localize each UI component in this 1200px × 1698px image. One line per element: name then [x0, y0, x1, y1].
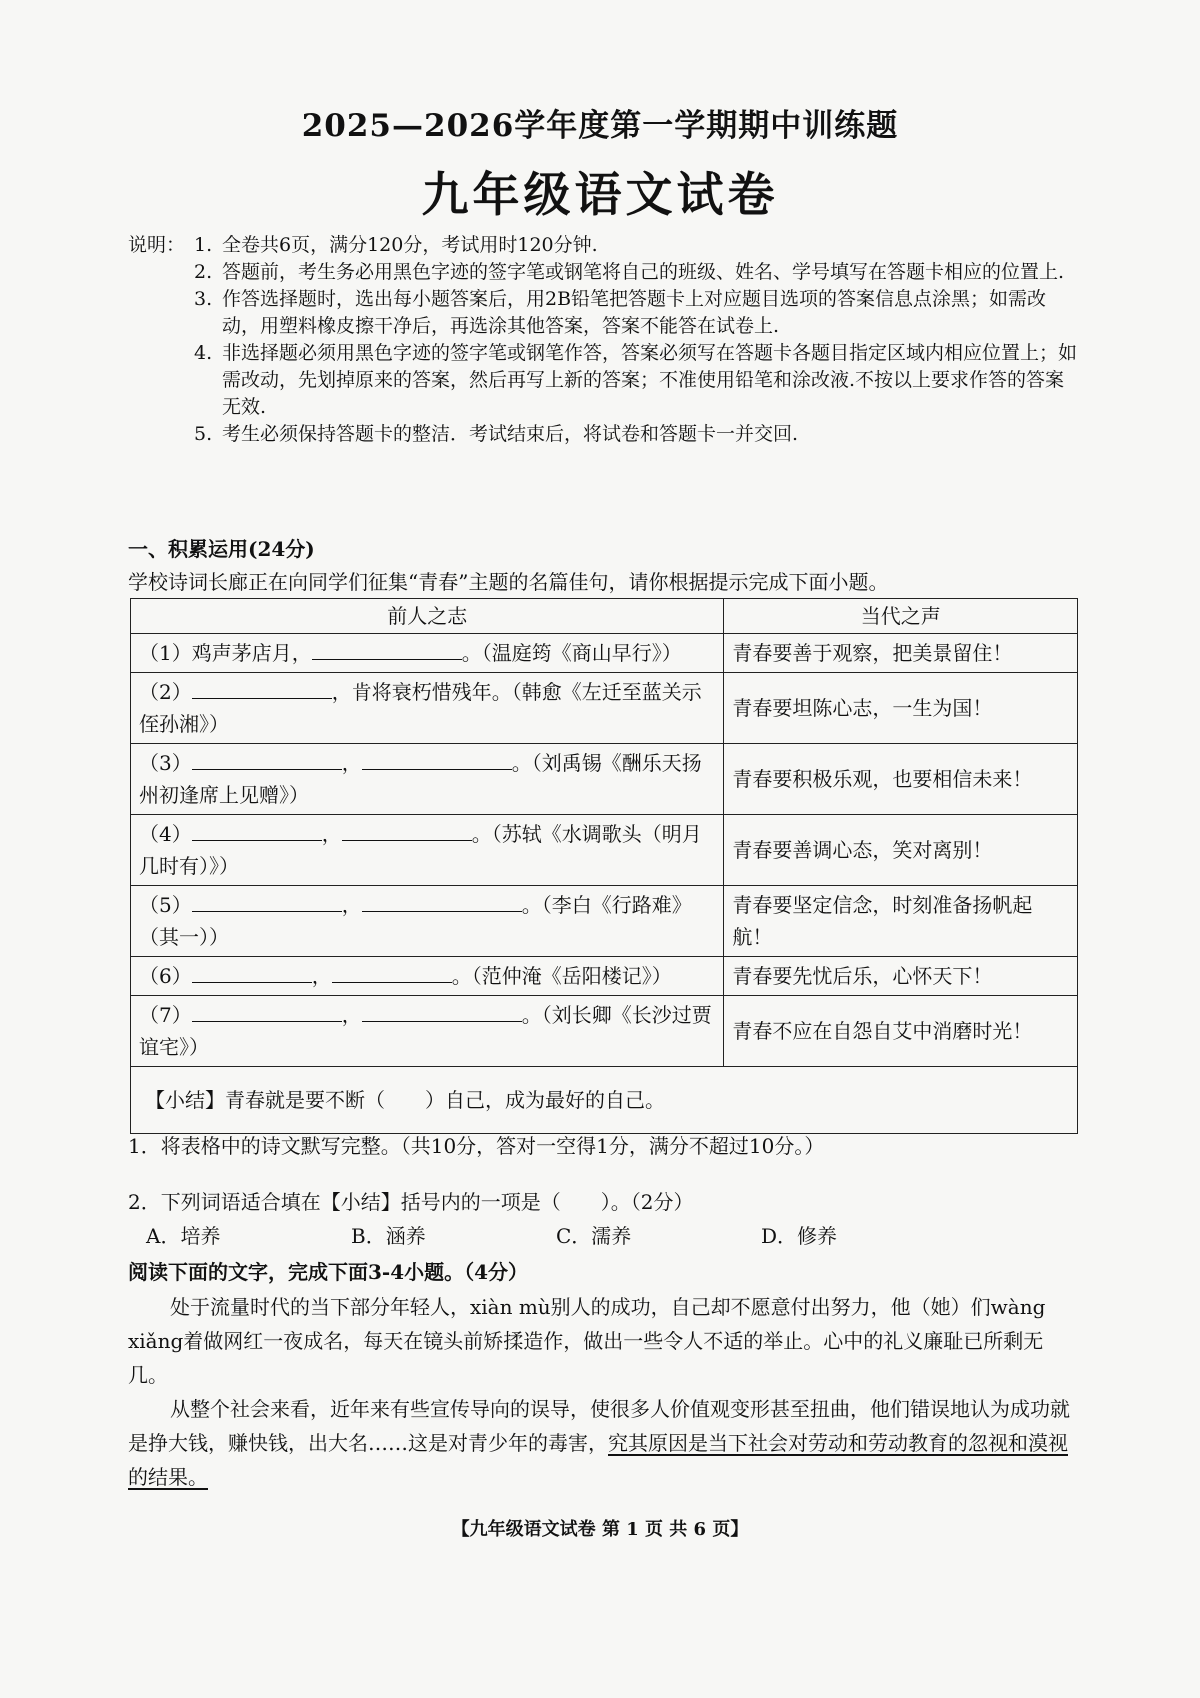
option-a[interactable]: A．培养 [146, 1224, 221, 1248]
table-header: 前人之志 [131, 599, 724, 634]
answer-blank[interactable] [362, 751, 512, 770]
reading-prompt: 阅读下面的文字，完成下面3-4小题。（4分） [128, 1260, 529, 1284]
answer-blank[interactable] [332, 964, 452, 983]
voice-cell: 青春要先忧后乐，心怀天下！ [724, 957, 1078, 996]
instructions [128, 232, 1078, 448]
answer-blank[interactable] [342, 822, 472, 841]
table-row [131, 957, 1078, 996]
instruction-item: 3. 作答选择题时，选出每小题答案后，用2B铅笔把答题卡上对应题目选项的答案信息点涂黑；如需改动，用塑料橡皮擦干净后，再选涂其他答案，答案不能答在试卷上. [194, 288, 1047, 337]
table-row [131, 744, 1078, 815]
table-header-row [131, 599, 1078, 634]
table-row [131, 673, 1078, 744]
answer-blank[interactable] [192, 680, 332, 699]
poem-cell: （7） ， 。（刘长卿《长沙过贾谊宅》） [131, 996, 724, 1067]
poem-cell: （1）鸡声茅店月， 。（温庭筠《商山早行》） [131, 634, 724, 673]
voice-cell: 青春要坦陈心志，一生为国！ [724, 673, 1078, 744]
table-row [131, 996, 1078, 1067]
option-c[interactable]: C．濡养 [556, 1224, 632, 1248]
table-header: 当代之声 [724, 599, 1078, 634]
option-d[interactable]: D．修养 [761, 1224, 838, 1248]
poem-cell: （6） ， 。（范仲淹《岳阳楼记》） [131, 957, 724, 996]
instructions-lead: 说明： [128, 234, 186, 256]
voice-cell: 青春要坚定信念，时刻准备扬帆起航！ [724, 886, 1078, 957]
question-1: 1．将表格中的诗文默写完整。（共10分，答对一空得1分，满分不超过10分。） [128, 1134, 825, 1158]
voice-cell: 青春要善调心态，笑对离别！ [724, 815, 1078, 886]
summary-row [131, 1067, 1078, 1134]
poem-table [130, 598, 1078, 1134]
table-row [131, 886, 1078, 957]
answer-blank[interactable] [192, 893, 342, 912]
instruction-item: 2. 答题前，考生务必用黑色字迹的签字笔或钢笔将自己的班级、姓名、学号填写在答题卡相应的位置上. [194, 261, 1065, 283]
exam-paper-title: 九年级语文试卷 [421, 168, 779, 223]
poem-cell: （5） ， 。（李白《行路难》（其一）） [131, 886, 724, 957]
poem-cell: （4） ， 。（苏轼《水调歌头（明月几时有）》） [131, 815, 724, 886]
underlined-sentence: 究其原因是当下社会对劳动和劳动教育的忽视和漠视的结果。 [128, 1431, 1068, 1489]
section-title: 一、积累运用(24分) [128, 537, 315, 561]
table-row [131, 634, 1078, 673]
answer-blank[interactable] [192, 751, 342, 770]
answer-blank[interactable] [192, 822, 322, 841]
answer-blank[interactable] [362, 1003, 522, 1022]
section-intro: 学校诗词长廊正在向同学们征集“青春”主题的名篇佳句，请你根据提示完成下面小题。 [128, 570, 889, 594]
answer-blank[interactable] [362, 893, 522, 912]
instruction-item: 5. 考生必须保持答题卡的整洁．考试结束后，将试卷和答题卡一并交回. [194, 423, 799, 445]
voice-cell: 青春要善于观察，把美景留住！ [724, 634, 1078, 673]
table-row [131, 815, 1078, 886]
instruction-item: 说明： 1. 全卷共6页，满分120分，考试用时120分钟. [128, 232, 1078, 259]
voice-cell: 青春不应在自怨自艾中消磨时光！ [724, 996, 1078, 1067]
answer-blank[interactable] [312, 641, 462, 660]
voice-cell: 青春要积极乐观，也要相信未来！ [724, 744, 1078, 815]
poem-cell: （2） ，肯将衰朽惜残年。（韩愈《左迁至蓝关示侄孙湘》） [131, 673, 724, 744]
summary-cell: 【小结】青春就是要不断（ ）自己，成为最好的自己。 [131, 1067, 1078, 1134]
reading-paragraph-2: 从整个社会来看，近年来有些宣传导向的误导，使很多人价值观变形甚至扭曲，他们错误地认为成功就是挣大钱，赚快钱，出大名……这是对青少年的毒害，究其原因是当下社会对劳动和劳动教育的忽视和漠视的结果。 [128, 1397, 1070, 1489]
question-2: 2．下列词语适合填在【小结】括号内的一项是（ ）。（2分） [128, 1190, 694, 1214]
instruction-item: 4. 非选择题必须用黑色字迹的签字笔或钢笔作答，答案必须写在答题卡各题目指定区域内相应位置上；如需改动，先划掉原来的答案，然后再写上新的答案；不准使用铅笔和涂改液.不按以上要求作答的答案无效. [194, 342, 1078, 418]
reading-paragraph-1: 处于流量时代的当下部分年轻人，xiàn mù别人的成功，自己却不愿意付出努力，他（她）们wàng xiǎng着做网红一夜成名，每天在镜头前矫揉造作，做出一些令人不适的举止。心中的礼义廉耻已所剩无几。 [128, 1295, 1046, 1387]
poem-cell: （3） ， 。（刘禹锡《酬乐天扬州初逢席上见赠》） [131, 744, 724, 815]
page-footer: 【九年级语文试卷 第 1 页 共 6 页】 [451, 1519, 749, 1540]
answer-blank[interactable] [192, 964, 312, 983]
exam-term-title: 2025—2026学年度第一学期期中训练题 [301, 108, 899, 144]
answer-blank[interactable] [192, 1003, 342, 1022]
option-b[interactable]: B．涵养 [351, 1224, 426, 1248]
question-2-options [146, 1220, 837, 1249]
